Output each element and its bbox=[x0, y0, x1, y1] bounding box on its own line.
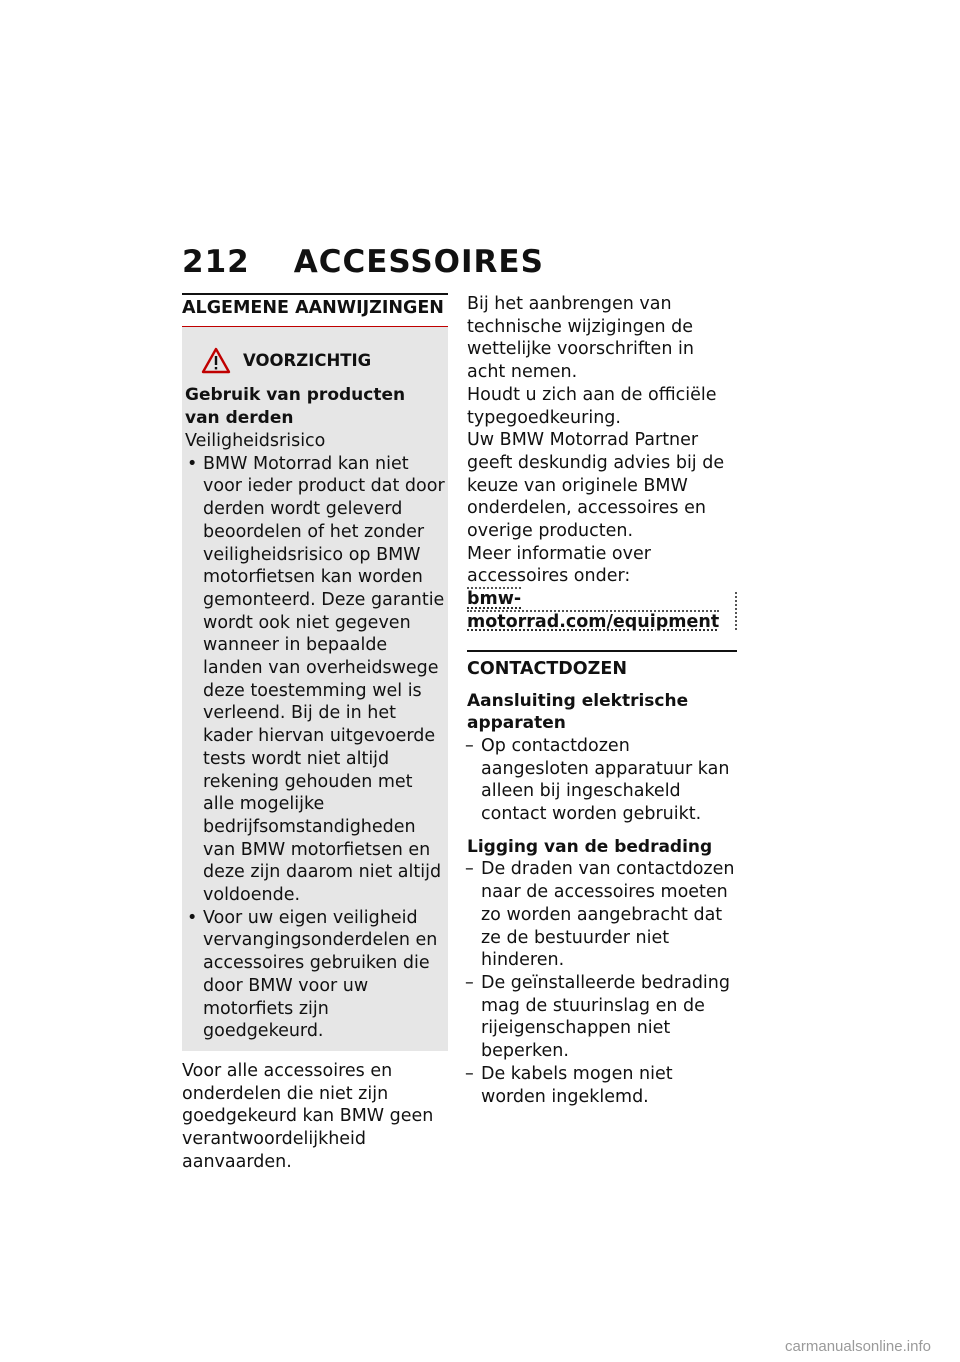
warning-triangle-icon bbox=[201, 347, 231, 374]
left-column bbox=[182, 293, 448, 1174]
right-column bbox=[467, 293, 737, 1108]
connection-list bbox=[467, 735, 737, 826]
paragraph-type-approval: Houdt u zich aan de officiële typegoedkeuring. bbox=[467, 384, 717, 428]
wiring-list bbox=[467, 858, 737, 1108]
paragraph-more-info: Meer informatie over accessoires onder: bbox=[467, 543, 651, 587]
warning-header bbox=[185, 347, 445, 374]
chapter-title: ACCESSOIRES bbox=[293, 244, 544, 280]
watermark: carmanualsonline.info bbox=[785, 1337, 931, 1355]
list-item: • Voor uw eigen veiligheid vervangingsonderdelen en accessoires gebruiken die door BMW voor uw motorfiets zijn goedgekeurd. bbox=[185, 907, 445, 1043]
section-title-general: ALGEMENE AANWIJZINGEN bbox=[182, 293, 448, 327]
list-item: • BMW Motorrad kan niet voor ieder product dat door derden wordt geleverd beoordelen of het zonder veiligheidsrisico op BMW motorfietsen kan worden gemonteerd. Deze garantie wordt ook niet gegeven wanneer in bepaalde landen van overheidswege deze toestemming wel is verleend. Bij de in het kader hiervan uitgevoerde tests wordt niet altijd rekening gehouden met alle mogelijke bedrijfsomstandigheden van BMW motorfietsen en deze zijn daarom niet altijd voldoende. bbox=[185, 453, 445, 907]
warning-title: Gebruik van producten van derden bbox=[185, 385, 406, 428]
page-header bbox=[182, 244, 544, 280]
subheading-connection: Aansluiting elektrische apparaten bbox=[467, 690, 689, 734]
liability-note: Voor alle accessoires en onderdelen die niet zijn goedgekeurd kan BMW geen verantwoordelijkheid aanvaarden. bbox=[182, 1060, 434, 1172]
section-title-sockets: CONTACTDOZEN bbox=[467, 658, 627, 679]
list-item: – Op contactdozen aangesloten apparatuur kan alleen bij ingeschakeld contact worden gebruikt. bbox=[467, 735, 737, 826]
warning-box bbox=[182, 327, 448, 1051]
subheading-wiring: Ligging van de bedrading bbox=[467, 836, 713, 857]
paragraph-partner-advice: Uw BMW Motorrad Partner geeft deskundig advies bij de keuze van originele BMW onderdelen, accessoires en overige producten. bbox=[467, 430, 725, 542]
warning-subtitle: Veiligheidsrisico bbox=[185, 431, 326, 451]
list-item: – De geïnstalleerde bedrading mag de stuurinslag en de rijeigenschappen niet beperken. bbox=[467, 972, 737, 1063]
list-item: – De kabels mogen niet worden ingeklemd. bbox=[467, 1063, 737, 1108]
warning-label: VOORZICHTIG bbox=[243, 351, 372, 370]
warning-bullet-list bbox=[185, 453, 445, 1043]
page-number: 212 bbox=[182, 244, 250, 280]
paragraph-technical-changes: Bij het aanbrengen van technische wijzigingen de wettelijke voorschriften in acht nemen. bbox=[467, 294, 694, 383]
equipment-link[interactable]: bmw-motorrad.com/equipment bbox=[467, 589, 720, 632]
list-item: – De draden van contactdozen naar de accessoires moeten zo worden aangebracht dat ze de bestuurder niet hinderen. bbox=[467, 858, 737, 972]
link-wrapper bbox=[467, 588, 737, 633]
